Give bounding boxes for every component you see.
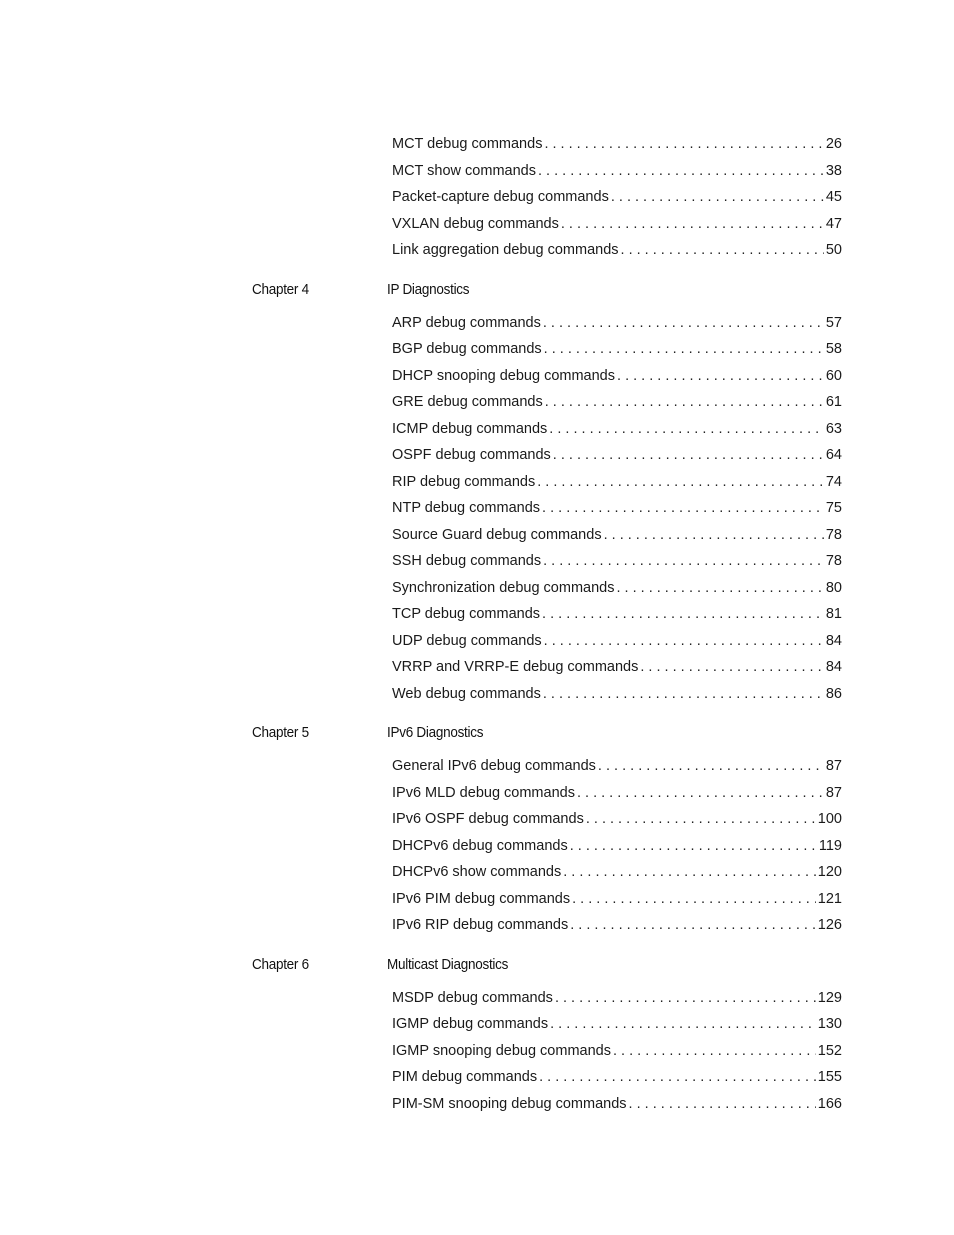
dot-leader bbox=[555, 989, 816, 1007]
toc-entry-page-number: 63 bbox=[825, 420, 842, 437]
toc-entry-page-number: 100 bbox=[817, 811, 842, 828]
toc-entry-page-number: 78 bbox=[825, 526, 842, 543]
toc-entry-title: DHCPv6 debug commands bbox=[392, 837, 568, 854]
toc-entry-page-number: 60 bbox=[825, 367, 842, 384]
toc-entry-page-number: 58 bbox=[825, 341, 842, 358]
toc-entry[interactable] bbox=[392, 336, 842, 363]
dot-leader bbox=[611, 188, 824, 206]
dot-leader bbox=[598, 757, 824, 775]
toc-entry-list bbox=[0, 985, 954, 1118]
dot-leader bbox=[544, 632, 824, 650]
toc-entry-title: Link aggregation debug commands bbox=[392, 242, 619, 259]
toc-entry-page-number: 78 bbox=[825, 553, 842, 570]
toc-entry-page-number: 155 bbox=[817, 1069, 842, 1086]
dot-leader bbox=[550, 1015, 816, 1033]
toc-entry-title: IPv6 OSPF debug commands bbox=[392, 811, 584, 828]
toc-entry-title: ICMP debug commands bbox=[392, 420, 548, 437]
toc-entry[interactable] bbox=[392, 628, 842, 655]
toc-entry-page-number: 87 bbox=[825, 758, 842, 775]
toc-entry-title: UDP debug commands bbox=[392, 632, 542, 649]
toc-entry-title: IPv6 MLD debug commands bbox=[392, 784, 575, 801]
chapter-title[interactable]: IP Diagnostics bbox=[387, 280, 470, 298]
dot-leader bbox=[616, 579, 823, 597]
toc-entry-page-number: 38 bbox=[825, 162, 842, 179]
toc-entry[interactable] bbox=[392, 548, 842, 575]
toc-entry-page-number: 45 bbox=[825, 189, 842, 206]
dot-leader bbox=[570, 916, 816, 934]
dot-leader bbox=[621, 241, 824, 259]
toc-entry[interactable] bbox=[392, 522, 842, 549]
dot-leader bbox=[572, 890, 816, 908]
dot-leader bbox=[543, 552, 824, 570]
dot-leader bbox=[538, 162, 824, 180]
toc-entry-page-number: 80 bbox=[825, 579, 842, 596]
toc-entry-title: Packet-capture debug commands bbox=[392, 189, 609, 206]
toc-entry-title: IPv6 PIM debug commands bbox=[392, 890, 571, 907]
toc-entry[interactable] bbox=[392, 363, 842, 390]
dot-leader bbox=[570, 837, 817, 855]
toc-entry-title: IGMP snooping debug commands bbox=[392, 1042, 611, 1059]
toc-entry-title: BGP debug commands bbox=[392, 341, 542, 358]
dot-leader bbox=[545, 393, 824, 411]
toc-entry-title: VXLAN debug commands bbox=[392, 215, 559, 232]
dot-leader bbox=[617, 367, 824, 385]
chapter-title[interactable]: IPv6 Diagnostics bbox=[387, 724, 484, 741]
toc-entry[interactable] bbox=[392, 416, 842, 443]
toc-entry-title: MSDP debug commands bbox=[392, 989, 553, 1006]
toc-entry-page-number: 57 bbox=[825, 314, 842, 331]
toc-entry-title: Synchronization debug commands bbox=[392, 579, 615, 596]
toc-entry-title: IPv6 RIP debug commands bbox=[392, 917, 569, 934]
toc-entry-title: DHCP snooping debug commands bbox=[392, 367, 616, 384]
toc-entry[interactable] bbox=[392, 1064, 842, 1091]
dot-leader bbox=[539, 1068, 816, 1086]
toc-entry-page-number: 121 bbox=[817, 890, 842, 907]
chapter-heading bbox=[0, 956, 954, 980]
toc-entry-title: MCT debug commands bbox=[392, 136, 543, 153]
toc-entry-title: RIP debug commands bbox=[392, 473, 536, 490]
toc-entry[interactable] bbox=[392, 184, 842, 211]
dot-leader bbox=[640, 658, 824, 676]
toc-entry[interactable] bbox=[392, 158, 842, 185]
toc-entry-title: NTP debug commands bbox=[392, 500, 541, 517]
chapter-title[interactable]: Multicast Diagnostics bbox=[387, 955, 509, 973]
toc-entry[interactable] bbox=[392, 601, 842, 628]
dot-leader bbox=[543, 685, 824, 703]
toc-entry[interactable] bbox=[392, 495, 842, 522]
dot-leader bbox=[537, 473, 824, 491]
toc-entry-page-number: 126 bbox=[817, 917, 842, 934]
chapter-number: Chapter 6 bbox=[252, 955, 309, 973]
toc-entry[interactable] bbox=[392, 1091, 842, 1118]
toc-entry-page-number: 166 bbox=[817, 1095, 842, 1112]
toc-entry-page-number: 119 bbox=[818, 837, 842, 854]
toc-entry[interactable] bbox=[392, 211, 842, 238]
dot-leader bbox=[561, 215, 824, 233]
toc-entry-title: Web debug commands bbox=[392, 685, 541, 702]
chapter-number: Chapter 4 bbox=[252, 280, 309, 298]
dot-leader bbox=[629, 1095, 816, 1113]
toc-entry-page-number: 87 bbox=[825, 784, 842, 801]
toc-entry[interactable] bbox=[392, 780, 842, 807]
dot-leader bbox=[563, 863, 816, 881]
toc-entry-page-number: 64 bbox=[825, 447, 842, 464]
toc-entry-page-number: 74 bbox=[825, 473, 842, 490]
toc-entry[interactable] bbox=[392, 654, 842, 681]
toc-entry[interactable] bbox=[392, 833, 842, 860]
table-of-contents bbox=[0, 131, 954, 1117]
dot-leader bbox=[549, 420, 824, 438]
toc-entry-page-number: 129 bbox=[817, 989, 842, 1006]
toc-entry-list bbox=[0, 310, 954, 708]
dot-leader bbox=[586, 810, 816, 828]
toc-entry-page-number: 81 bbox=[825, 606, 842, 623]
dot-leader bbox=[542, 499, 824, 517]
dot-leader bbox=[544, 135, 823, 153]
toc-entry[interactable] bbox=[392, 575, 842, 602]
toc-entry[interactable] bbox=[392, 859, 842, 886]
toc-entry-title: PIM-SM snooping debug commands bbox=[392, 1095, 627, 1112]
dot-leader bbox=[577, 784, 824, 802]
toc-entry-title: MCT show commands bbox=[392, 162, 536, 179]
toc-entry-page-number: 86 bbox=[825, 685, 842, 702]
chapter-heading bbox=[0, 724, 954, 748]
chapter-number: Chapter 5 bbox=[252, 724, 309, 741]
toc-entry-title: IGMP debug commands bbox=[392, 1016, 549, 1033]
toc-entry[interactable] bbox=[392, 753, 842, 780]
toc-entry-title: OSPF debug commands bbox=[392, 447, 551, 464]
toc-entry[interactable] bbox=[392, 806, 842, 833]
toc-entry-page-number: 152 bbox=[817, 1042, 842, 1059]
toc-entry[interactable] bbox=[392, 131, 842, 158]
toc-entry[interactable] bbox=[392, 237, 842, 264]
toc-entry-title: TCP debug commands bbox=[392, 606, 541, 623]
toc-entry[interactable] bbox=[392, 389, 842, 416]
toc-entry[interactable] bbox=[392, 1011, 842, 1038]
toc-entry-page-number: 26 bbox=[825, 136, 842, 153]
dot-leader bbox=[604, 526, 824, 544]
toc-entry[interactable] bbox=[392, 442, 842, 469]
dot-leader bbox=[553, 446, 824, 464]
toc-entry-page-number: 84 bbox=[825, 659, 842, 676]
toc-entry-page-number: 47 bbox=[825, 215, 842, 232]
toc-section bbox=[0, 724, 954, 939]
toc-entry-list bbox=[0, 753, 954, 939]
toc-entry-title: VRRP and VRRP-E debug commands bbox=[392, 659, 639, 676]
toc-entry-title: Source Guard debug commands bbox=[392, 526, 602, 543]
dot-leader bbox=[544, 340, 824, 358]
toc-section bbox=[0, 131, 954, 264]
toc-entry-title: DHCPv6 show commands bbox=[392, 864, 562, 881]
toc-entry-page-number: 75 bbox=[825, 500, 842, 517]
dot-leader bbox=[613, 1042, 816, 1060]
toc-entry-page-number: 61 bbox=[825, 394, 842, 411]
toc-section bbox=[0, 281, 954, 708]
toc-entry[interactable] bbox=[392, 469, 842, 496]
toc-entry-title: General IPv6 debug commands bbox=[392, 758, 596, 775]
toc-entry-title: SSH debug commands bbox=[392, 553, 542, 570]
chapter-heading bbox=[0, 281, 954, 305]
toc-section bbox=[0, 956, 954, 1118]
toc-entry-page-number: 120 bbox=[817, 864, 842, 881]
toc-entry-page-number: 50 bbox=[825, 242, 842, 259]
dot-leader bbox=[543, 314, 824, 332]
toc-entry[interactable] bbox=[392, 310, 842, 337]
toc-entry[interactable] bbox=[392, 1038, 842, 1065]
toc-entry-page-number: 84 bbox=[825, 632, 842, 649]
toc-entry-page-number: 130 bbox=[817, 1016, 842, 1033]
dot-leader bbox=[542, 605, 824, 623]
toc-entry[interactable] bbox=[392, 886, 842, 913]
toc-entry-title: GRE debug commands bbox=[392, 394, 543, 411]
toc-entry[interactable] bbox=[392, 985, 842, 1012]
toc-entry-list bbox=[0, 131, 954, 264]
toc-entry[interactable] bbox=[392, 912, 842, 939]
toc-entry-title: ARP debug commands bbox=[392, 314, 541, 331]
toc-entry-title: PIM debug commands bbox=[392, 1069, 538, 1086]
toc-entry[interactable] bbox=[392, 681, 842, 708]
